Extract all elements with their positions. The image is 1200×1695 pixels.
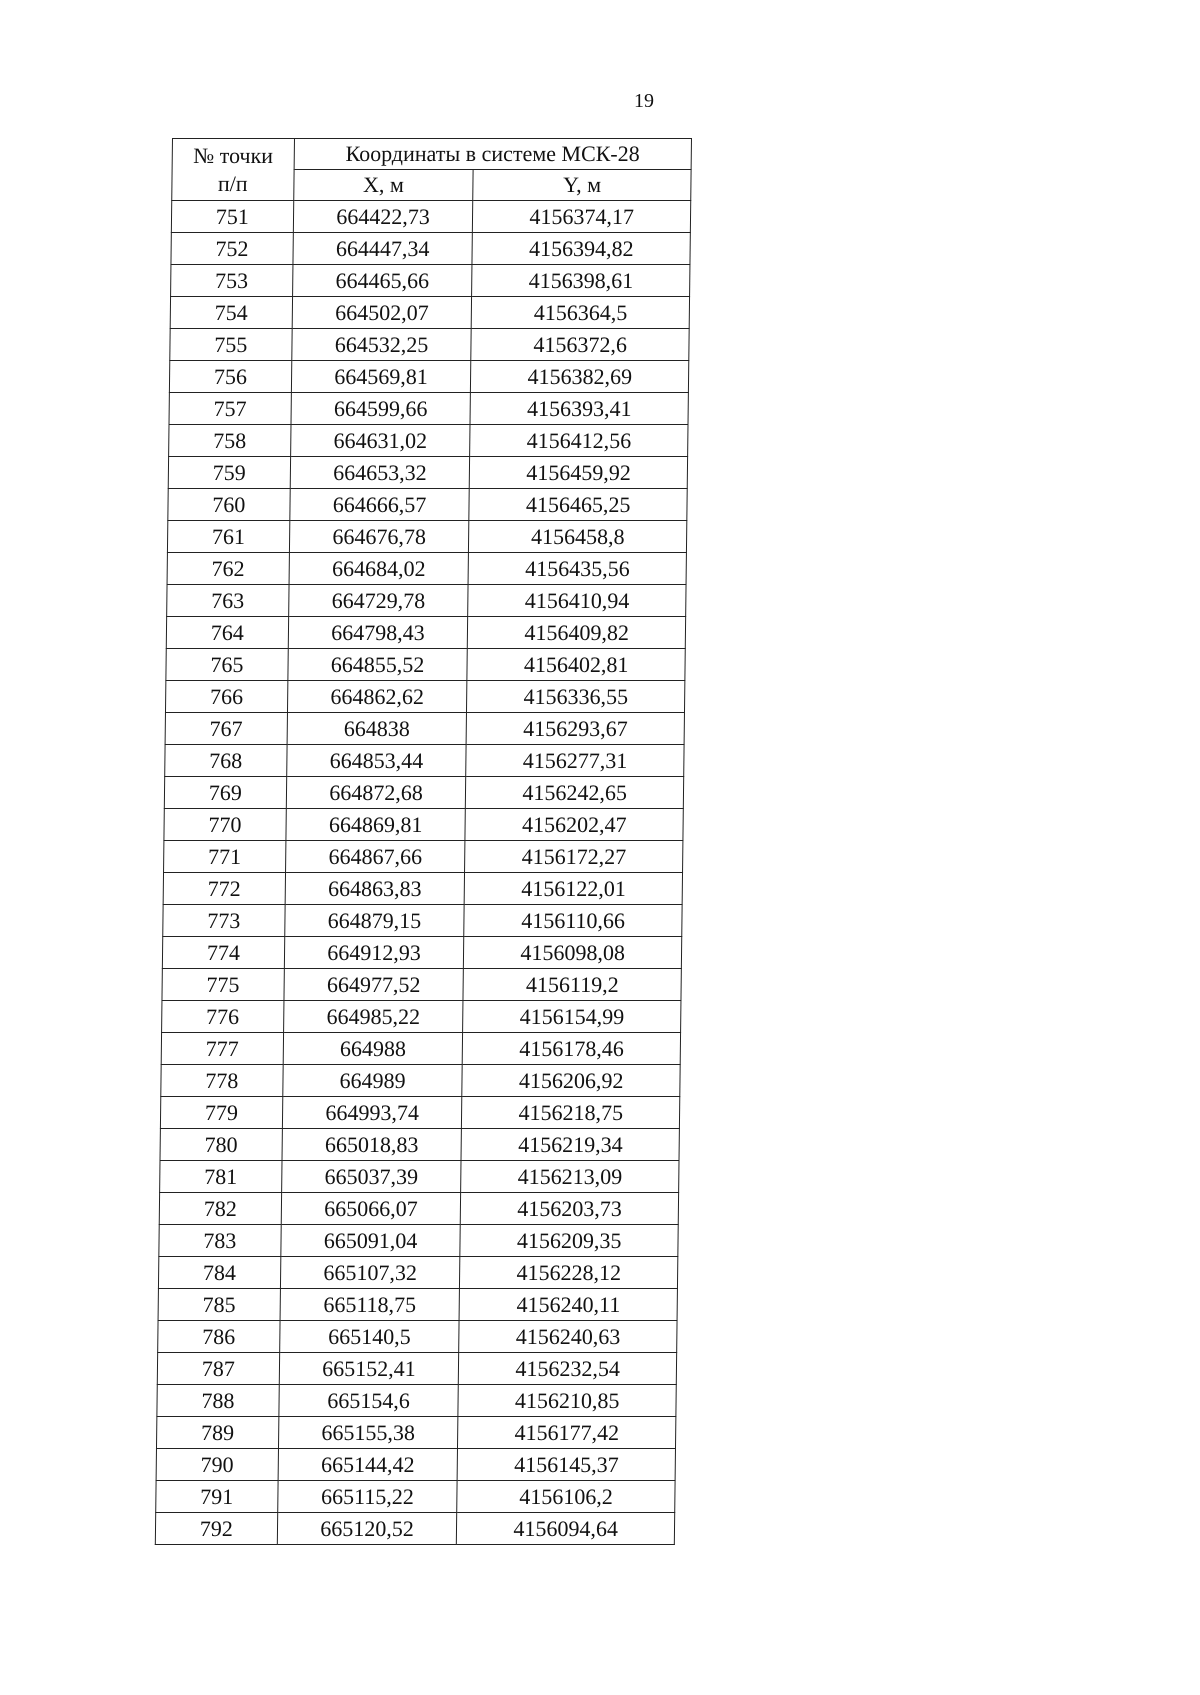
cell-point-number: 765 — [166, 649, 288, 681]
table-row — [156, 1449, 675, 1481]
table-row — [163, 873, 682, 905]
cell-y: 4156410,94 — [468, 585, 686, 617]
cell-y: 4156277,31 — [466, 745, 684, 777]
cell-x: 665115,22 — [277, 1481, 457, 1513]
header-coordinates: Координаты в системе МСК-28 — [294, 139, 692, 170]
cell-y: 4156242,65 — [466, 777, 684, 809]
cell-point-number: 788 — [157, 1385, 279, 1417]
cell-y: 4156203,73 — [461, 1193, 679, 1225]
cell-point-number: 760 — [168, 489, 290, 521]
cell-y: 4156394,82 — [472, 233, 690, 265]
cell-point-number: 784 — [158, 1257, 280, 1289]
table-row — [155, 1513, 674, 1545]
cell-y: 4156122,01 — [465, 873, 683, 905]
cell-x: 664502,07 — [292, 297, 472, 329]
cell-x: 664853,44 — [286, 745, 466, 777]
table-row — [170, 329, 689, 361]
cell-point-number: 763 — [167, 585, 289, 617]
cell-x: 664422,73 — [293, 201, 473, 233]
table-header — [172, 139, 692, 201]
table-row — [161, 1033, 680, 1065]
table-row — [170, 297, 689, 329]
cell-point-number: 769 — [164, 777, 286, 809]
cell-x: 664993,74 — [282, 1097, 462, 1129]
cell-y: 4156202,47 — [465, 809, 683, 841]
page-number: 19 — [634, 90, 654, 112]
cell-y: 4156293,67 — [466, 713, 684, 745]
cell-x: 665144,42 — [278, 1449, 458, 1481]
cell-x: 664666,57 — [290, 489, 470, 521]
cell-y: 4156094,64 — [457, 1513, 675, 1545]
table-row — [162, 1001, 681, 1033]
cell-point-number: 785 — [158, 1289, 280, 1321]
cell-y: 4156240,11 — [459, 1289, 677, 1321]
cell-y: 4156228,12 — [460, 1257, 678, 1289]
cell-point-number: 754 — [170, 297, 292, 329]
cell-point-number: 792 — [155, 1513, 277, 1545]
cell-y: 4156110,66 — [464, 905, 682, 937]
cell-point-number: 775 — [162, 969, 284, 1001]
cell-x: 664631,02 — [290, 425, 470, 457]
cell-y: 4156209,35 — [460, 1225, 678, 1257]
cell-y: 4156374,17 — [473, 201, 691, 233]
table-row — [165, 713, 684, 745]
cell-y: 4156336,55 — [467, 681, 685, 713]
cell-x: 665140,5 — [279, 1321, 459, 1353]
cell-x: 664872,68 — [286, 777, 466, 809]
cell-x: 665120,52 — [277, 1513, 457, 1545]
cell-x: 664798,43 — [288, 617, 468, 649]
cell-x: 664862,62 — [287, 681, 467, 713]
table-row — [169, 393, 688, 425]
cell-y: 4156409,82 — [468, 617, 686, 649]
header-y: Y, м — [473, 170, 691, 201]
cell-y: 4156393,41 — [470, 393, 688, 425]
cell-x: 664447,34 — [293, 233, 473, 265]
cell-point-number: 790 — [156, 1449, 278, 1481]
table-row — [165, 681, 684, 713]
cell-x: 665107,32 — [280, 1257, 460, 1289]
cell-x: 664599,66 — [291, 393, 471, 425]
cell-x: 664867,66 — [285, 841, 465, 873]
cell-y: 4156458,8 — [469, 521, 687, 553]
cell-x: 664684,02 — [289, 553, 469, 585]
cell-x: 665018,83 — [282, 1129, 462, 1161]
table-row — [161, 1065, 680, 1097]
cell-x: 664465,66 — [292, 265, 472, 297]
cell-point-number: 751 — [171, 201, 293, 233]
cell-point-number: 759 — [168, 457, 290, 489]
table-row — [166, 617, 685, 649]
cell-y: 4156412,56 — [470, 425, 688, 457]
coordinates-table — [155, 138, 692, 1545]
cell-point-number: 786 — [158, 1321, 280, 1353]
table-row — [158, 1257, 677, 1289]
table-row — [156, 1481, 675, 1513]
cell-point-number: 755 — [170, 329, 292, 361]
cell-y: 4156465,25 — [469, 489, 687, 521]
table-row — [163, 905, 682, 937]
table-row — [167, 521, 686, 553]
cell-point-number: 778 — [161, 1065, 283, 1097]
cell-y: 4156213,09 — [461, 1161, 679, 1193]
cell-y: 4156398,61 — [472, 265, 690, 297]
cell-x: 664653,32 — [290, 457, 470, 489]
cell-y: 4156177,42 — [458, 1417, 676, 1449]
table-row — [168, 489, 687, 521]
cell-x: 664977,52 — [284, 969, 464, 1001]
table-row — [158, 1289, 677, 1321]
cell-y: 4156232,54 — [459, 1353, 677, 1385]
cell-x: 665091,04 — [281, 1225, 461, 1257]
table-row — [160, 1097, 679, 1129]
cell-y: 4156372,6 — [471, 329, 689, 361]
cell-x: 664985,22 — [283, 1001, 463, 1033]
cell-y: 4156219,34 — [461, 1129, 679, 1161]
table-row — [162, 969, 681, 1001]
table-row — [171, 201, 690, 233]
cell-point-number: 753 — [171, 265, 293, 297]
cell-x: 664729,78 — [288, 585, 468, 617]
header-point-label: № точки — [193, 142, 274, 168]
table-row — [166, 649, 685, 681]
table-row — [157, 1385, 676, 1417]
cell-point-number: 780 — [160, 1129, 282, 1161]
cell-y: 4156435,56 — [468, 553, 686, 585]
cell-y: 4156240,63 — [459, 1321, 677, 1353]
cell-point-number: 779 — [160, 1097, 282, 1129]
table-row — [167, 553, 686, 585]
table-row — [159, 1225, 678, 1257]
cell-y: 4156402,81 — [467, 649, 685, 681]
cell-x: 664869,81 — [286, 809, 466, 841]
header-point-number — [172, 139, 294, 201]
cell-x: 664855,52 — [288, 649, 468, 681]
cell-y: 4156218,75 — [462, 1097, 680, 1129]
cell-x: 665154,6 — [279, 1385, 459, 1417]
cell-y: 4156119,2 — [463, 969, 681, 1001]
header-point-sub-label: п/п — [217, 170, 248, 196]
header-x: X, м — [293, 170, 473, 201]
cell-point-number: 773 — [163, 905, 285, 937]
table-row — [156, 1417, 675, 1449]
cell-point-number: 782 — [159, 1193, 281, 1225]
cell-y: 4156382,69 — [471, 361, 689, 393]
cell-x: 665152,41 — [279, 1353, 459, 1385]
cell-x: 664989 — [283, 1065, 463, 1097]
cell-y: 4156459,92 — [470, 457, 688, 489]
table-row — [171, 233, 690, 265]
cell-point-number: 756 — [169, 361, 291, 393]
cell-point-number: 764 — [166, 617, 288, 649]
cell-point-number: 752 — [171, 233, 293, 265]
cell-y: 4156364,5 — [472, 297, 690, 329]
cell-point-number: 771 — [164, 841, 286, 873]
cell-point-number: 761 — [167, 521, 289, 553]
cell-x: 665037,39 — [281, 1161, 461, 1193]
table-row — [171, 265, 690, 297]
cell-x: 665118,75 — [280, 1289, 460, 1321]
cell-point-number: 767 — [165, 713, 287, 745]
cell-point-number: 762 — [167, 553, 289, 585]
cell-point-number: 791 — [156, 1481, 278, 1513]
cell-x: 664912,93 — [284, 937, 464, 969]
table-row — [162, 937, 681, 969]
cell-point-number: 766 — [165, 681, 287, 713]
cell-y: 4156206,92 — [462, 1065, 680, 1097]
cell-y: 4156106,2 — [457, 1481, 675, 1513]
cell-point-number: 768 — [165, 745, 287, 777]
table-body — [155, 201, 690, 1545]
cell-y: 4156154,99 — [463, 1001, 681, 1033]
cell-point-number: 781 — [160, 1161, 282, 1193]
cell-y: 4156178,46 — [463, 1033, 681, 1065]
table-row — [164, 841, 683, 873]
cell-point-number: 774 — [162, 937, 284, 969]
cell-x: 665066,07 — [281, 1193, 461, 1225]
cell-y: 4156145,37 — [458, 1449, 676, 1481]
cell-point-number: 772 — [163, 873, 285, 905]
cell-x: 664838 — [287, 713, 467, 745]
table-row — [169, 425, 688, 457]
table-row — [157, 1353, 676, 1385]
table-row — [167, 585, 686, 617]
cell-point-number: 770 — [164, 809, 286, 841]
cell-x: 664988 — [283, 1033, 463, 1065]
table-row — [158, 1321, 677, 1353]
cell-point-number: 783 — [159, 1225, 281, 1257]
cell-y: 4156098,08 — [464, 937, 682, 969]
cell-x: 664532,25 — [292, 329, 472, 361]
table-row — [165, 745, 684, 777]
cell-y: 4156210,85 — [458, 1385, 676, 1417]
cell-point-number: 787 — [157, 1353, 279, 1385]
cell-x: 664676,78 — [289, 521, 469, 553]
table-row — [160, 1129, 679, 1161]
cell-x: 664569,81 — [291, 361, 471, 393]
table-row — [164, 777, 683, 809]
table-row — [159, 1193, 678, 1225]
table-row — [169, 361, 688, 393]
table-row — [164, 809, 683, 841]
cell-point-number: 789 — [156, 1417, 278, 1449]
table-row — [168, 457, 687, 489]
cell-x: 664863,83 — [285, 873, 465, 905]
cell-x: 665155,38 — [278, 1417, 458, 1449]
cell-point-number: 757 — [169, 393, 291, 425]
cell-x: 664879,15 — [284, 905, 464, 937]
cell-point-number: 777 — [161, 1033, 283, 1065]
cell-point-number: 758 — [169, 425, 291, 457]
table-row — [160, 1161, 679, 1193]
cell-point-number: 776 — [162, 1001, 284, 1033]
cell-y: 4156172,27 — [465, 841, 683, 873]
